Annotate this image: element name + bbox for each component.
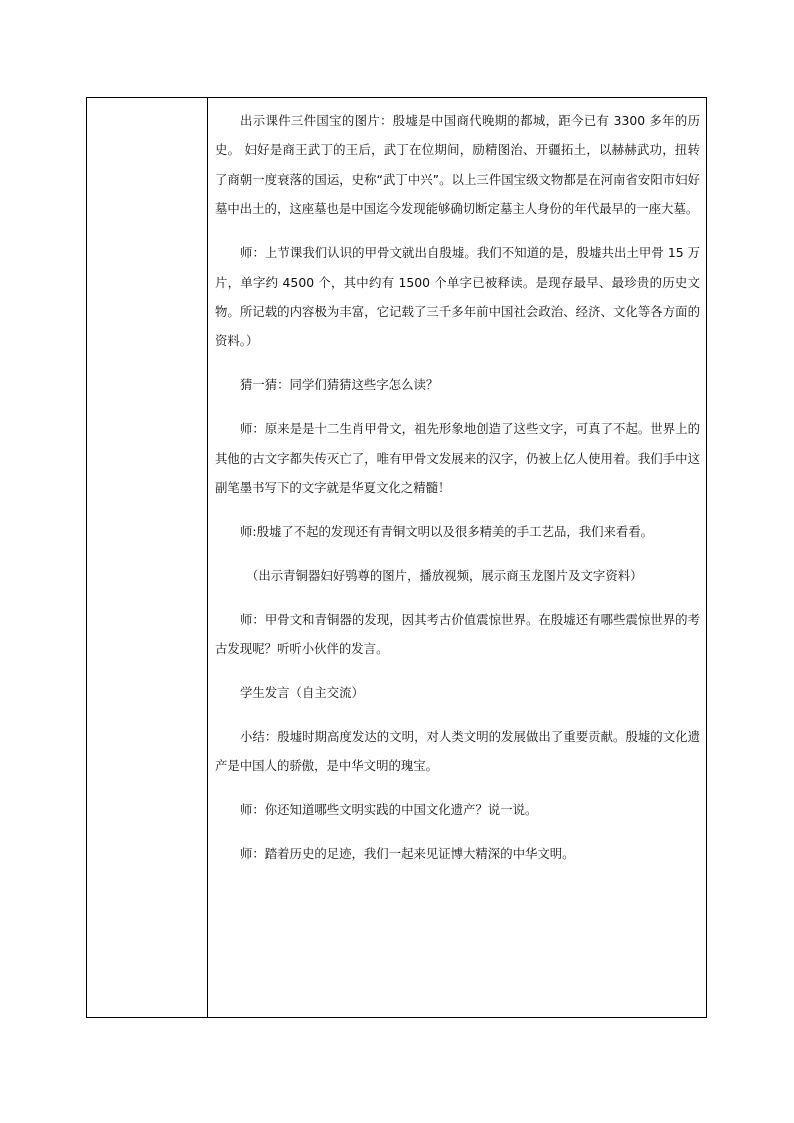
paragraph-zodiac-oracle: 师：原来是是十二生肖甲骨文，祖先形象地创造了这些文字，可真了不起。世界上的其他的古文字都失传灭亡了，唯有甲骨文发展来的汉字，仍被上亿人使用着。我们手中这副笔墨书写下的文字就是华夏文化之精髓！ (215, 421, 700, 495)
paragraph-guess: 猜一猜：同学们猜猜这些字怎么读？ (240, 377, 439, 393)
paragraph-summary: 小结：殷墟时期高度发达的文明，对人类文明的发展做出了重要贡献。殷墟的文化遗产是中国人的骄傲，是中华文明的瑰宝。 (215, 728, 700, 774)
paragraph-archaeology: 师：甲骨文和青铜器的发现，因其考古价值震惊世界。在殷墟还有哪些震惊世界的考古发现呢？听听小伙伴的发言。 (215, 611, 700, 657)
lesson-plan-table (86, 97, 707, 1018)
lesson-content-cell (208, 98, 706, 1017)
paragraph-closing: 师：踏着历史的足迹，我们一起来见证博大精深的中华文明。 (240, 846, 575, 862)
paragraph-student-speech: 学生发言（自主交流） (240, 685, 364, 700)
section-label-cell (87, 98, 208, 1017)
paragraph-oracle-bones: 师：上节课我们认识的甲骨文就出自殷墟。我们不知道的是，殷墟共出土甲骨 15 万片，单字约 4500 个，其中约有 1500 个单字已被释读。是现存最早、最珍贵的历史文物。所记载的内容极为丰富，它记载了三千多年前中国社会政治、经济、文化等各方面的资料。） (215, 245, 700, 349)
paragraph-national-treasures: 出示课件三件国宝的图片：殷墟是中国商代晚期的都城，距今已有 3300 多年的历史。 妇好是商王武丁的王后，武丁在位期间，励精图治、开疆拓土，以赫赫武功，扭转了商朝一度衰落的国运，史称“武丁中兴”。以上三件国宝级文物都是在河南省安阳市妇好墓中出土的，这座墓也是中国迄今发现能够确切断定墓主人身份的年代最早的一座大墓。 (215, 113, 700, 217)
paragraph-heritage-question: 师：你还知道哪些文明实践的中国文化遗产？说一说。 (240, 802, 538, 818)
paragraph-bronze-intro: 师:殷墟了不起的发现还有青铜文明以及很多精美的手工艺品，我们来看看。 (240, 523, 654, 539)
paragraph-show-bronze: （出示青铜器妇好鸮尊的图片，播放视频，展示商玉龙图片及文字资料） (246, 567, 643, 583)
